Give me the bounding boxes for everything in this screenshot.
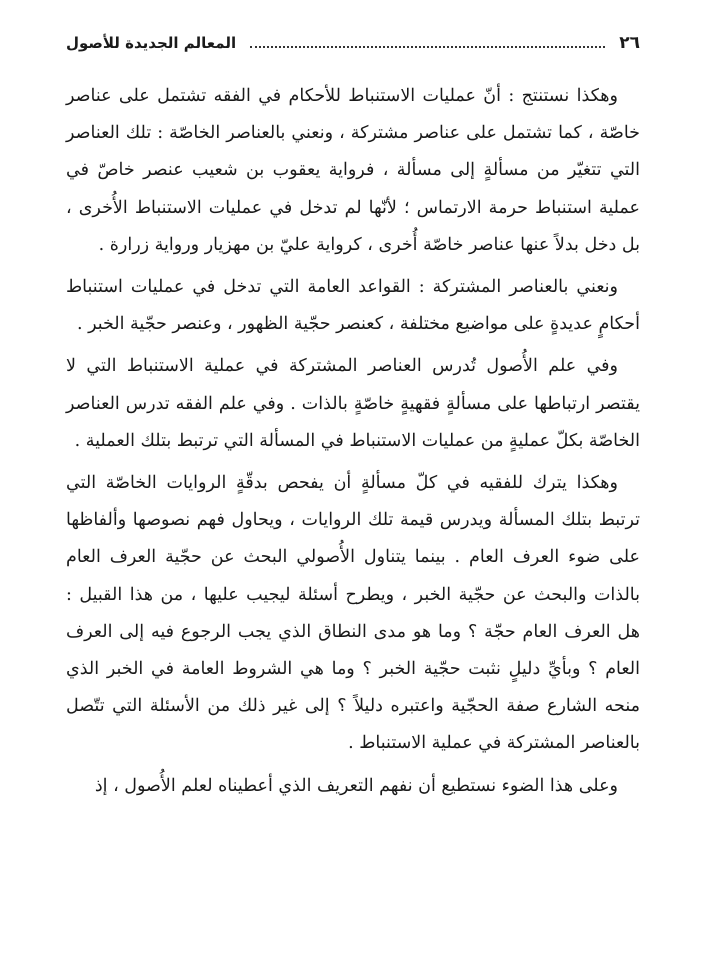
paragraph-5: وعلى هذا الضوء نستطيع أن نفهم التعريف الذي أعطيناه لعلم الأُصول ، إذ xyxy=(94,775,618,796)
page-number: ٢٦ xyxy=(619,33,640,53)
header-dot-leader xyxy=(250,46,605,48)
paragraph-4: وهكذا يترك للفقيه في كلّ مسألةٍ أن يفحص بدقّةٍ الروايات الخاصّة التي ترتبط بتلك المسألة ويدرس قيمة تلك الروايات ، ويحاول فهم نصوصها وألفاظها على ضوء العرف العام . بينما يتناول الأُصولي البحث عن حجّية العرف العام بالذات والبحث عن حجّية الخبر ، ويطرح أسئلة ليجيب عليها ، من هذا القبيل : هل العرف العام حجّة ؟ وما هو مدى النطاق الذي يجب الرجوع فيه إلى العرف العام ؟ وبأيِّ دليلٍ نثبت حجّية الخبر ؟ وما هي الشروط العامة في الخبر الذي منحه الشارع صفة الحجّية واعتبره دليلاً ؟ إلى غير ذلك من الأسئلة التي تتّصل بالعناصر المشتركة في عملية الاستنباط . xyxy=(66,473,640,754)
paragraph-3: وفي علم الأُصول تُدرس العناصر المشتركة في عملية الاستنباط التي لا يقتصر ارتباطها على مسألةٍ فقهيةٍ خاصّةٍ بالذات . وفي علم الفقه تدرس العناصر الخاصّة بكلّ عمليةٍ من عمليات الاستنباط في المسألة التي ترتبط بتلك العملية . xyxy=(66,356,640,451)
paragraph-1: وهكذا نستنتج : أنّ عمليات الاستنباط للأحكام في الفقه تشتمل على عناصر خاصّة ، كما تشتمل على عناصر مشتركة ، ونعني بالعناصر الخاصّة : تلك العناصر التي تتغيّر من مسألةٍ إلى مسألة ، فرواية يعقوب بن شعيب عنصر خاصّ في عملية استنباط حرمة الارتماس ؛ لأنّها لم تدخل في عمليات الاستنباط الأُخرى ، بل دخل بدلاً عنها عناصر خاصّة أُخرى ، كرواية عليّ بن مهزيار ورواية زرارة . xyxy=(66,86,640,255)
page-header xyxy=(66,30,640,56)
page-body xyxy=(66,78,640,805)
paragraph-2: ونعني بالعناصر المشتركة : القواعد العامة التي تدخل في عمليات استنباط أحكامٍ عديدةٍ على مواضيع مختلفة ، كعنصر حجّية الظهور ، وعنصر حجّية الخبر . xyxy=(66,277,640,335)
running-title: المعالم الجديدة للأصول xyxy=(66,34,237,52)
